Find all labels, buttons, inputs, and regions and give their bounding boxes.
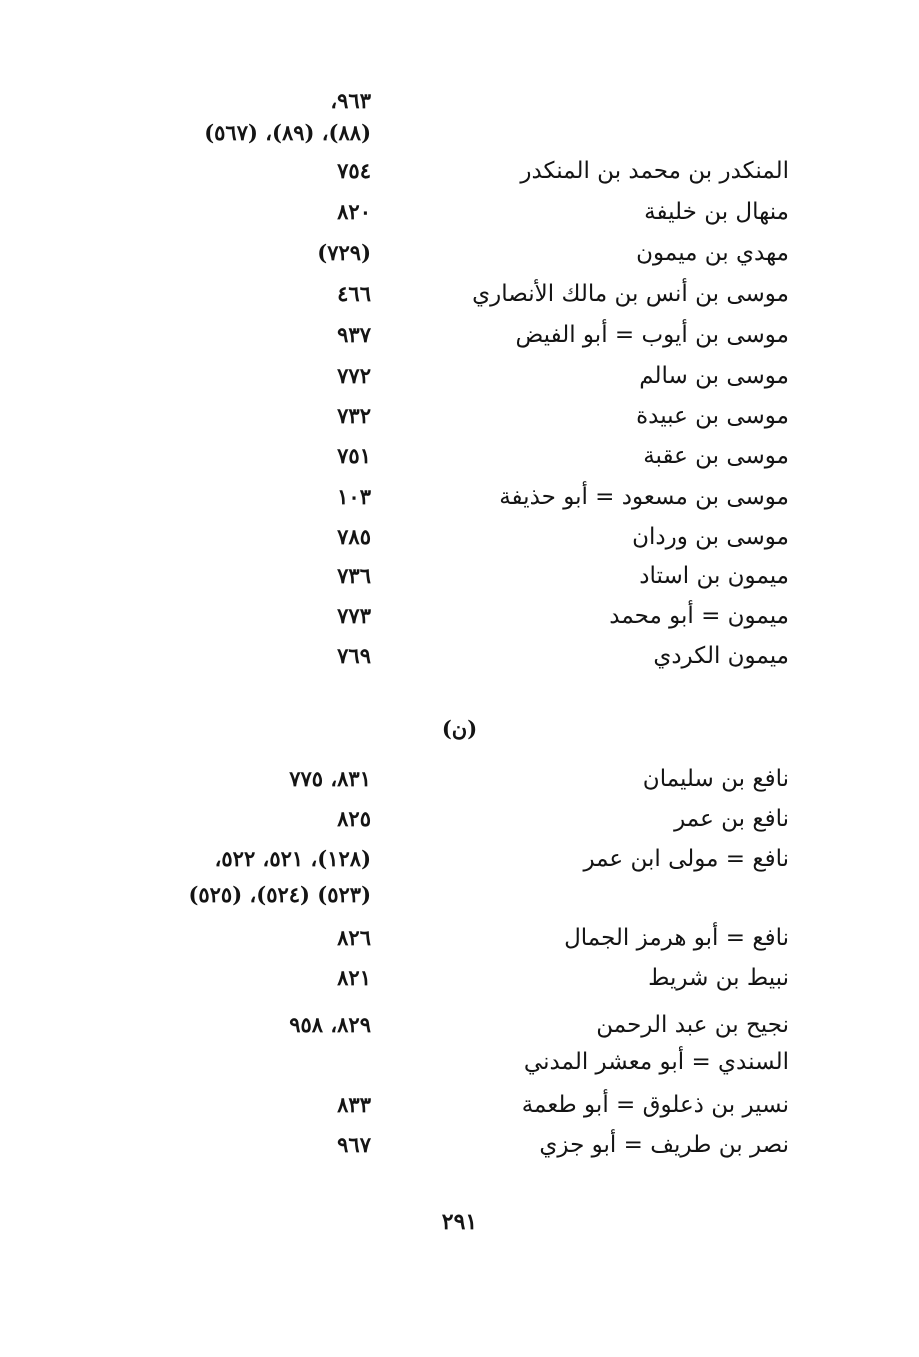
entry-refs: ٤٦٦ <box>337 281 371 306</box>
entry-refs: ٩٦٣، <box>330 88 371 113</box>
entry-name: موسى بن عبيدة <box>636 403 789 429</box>
entry-name: موسى بن عقبة <box>643 443 789 469</box>
index-entry <box>0 559 919 593</box>
index-entry <box>0 1008 919 1042</box>
entry-name: نجيح بن عبد الرحمن <box>596 1012 789 1038</box>
entry-refs: ٧٥١ <box>337 443 371 468</box>
entry-refs: ٧٣٢ <box>337 403 371 428</box>
entry-refs: ٨٢١ <box>337 965 371 990</box>
index-entry <box>0 921 919 955</box>
entry-refs: ٨٣١، ٧٧٥ <box>289 766 371 791</box>
index-entry <box>0 399 919 433</box>
index-entry <box>0 195 919 229</box>
index-entry <box>0 439 919 473</box>
entry-refs: ٧٥٤ <box>337 158 371 183</box>
entry-refs: ٨٣٣ <box>337 1092 371 1117</box>
entry-refs: ٨٢٠ <box>337 199 371 224</box>
entry-refs: ١٠٣ <box>337 484 371 509</box>
entry-name: نافع = أبو هرمز الجمال <box>564 925 789 951</box>
entry-name: نافع بن عمر <box>674 806 789 832</box>
index-entry <box>0 84 919 118</box>
entry-refs: ٧٣٦ <box>337 563 371 588</box>
index-entry <box>0 318 919 352</box>
entry-name: ميمون بن استاد <box>639 563 789 589</box>
index-entry <box>0 878 919 912</box>
entry-refs: ٧٧٣ <box>337 603 371 628</box>
entry-refs: ٨٢٥ <box>337 806 371 831</box>
entry-name: مهدي بن ميمون <box>636 240 789 266</box>
entry-name: ميمون = أبو محمد <box>609 603 789 629</box>
entry-refs: (٨٨)، (٨٩)، (٥٦٧) <box>204 120 371 145</box>
entry-refs: ٨٢٦ <box>337 925 371 950</box>
entry-refs: (٥٢٣) (٥٢٤)، (٥٢٥) <box>188 882 371 907</box>
entry-refs: ٧٦٩ <box>337 643 371 668</box>
entry-refs: (١٢٨)، ٥٢١، ٥٢٢، <box>214 846 371 871</box>
index-entry <box>0 359 919 393</box>
entry-refs: ٧٨٥ <box>337 524 371 549</box>
index-entry <box>0 842 919 876</box>
index-entry <box>0 116 919 150</box>
index-entry <box>0 1088 919 1122</box>
index-entry <box>0 762 919 796</box>
entry-refs: ٩٦٧ <box>337 1132 371 1157</box>
entry-name: السندي = أبو معشر المدني <box>523 1049 789 1075</box>
entry-refs: ٧٧٢ <box>337 363 371 388</box>
entry-name: موسى بن مسعود = أبو حذيفة <box>499 484 789 510</box>
page-number: ٢٩١ <box>441 1209 478 1235</box>
entry-name: نسير بن ذعلوق = أبو طعمة <box>521 1092 789 1118</box>
entry-name: نافع بن سليمان <box>642 766 789 792</box>
entry-refs: (٧٢٩) <box>317 240 371 265</box>
entry-name: نصر بن طريف = أبو جزي <box>539 1132 789 1158</box>
index-entry <box>0 236 919 270</box>
index-entry <box>0 639 919 673</box>
entry-name: نبيط بن شريط <box>648 965 789 991</box>
index-entry <box>0 154 919 188</box>
index-entry <box>0 1045 919 1079</box>
index-entry <box>0 520 919 554</box>
entry-name: موسى بن أيوب = أبو الفيض <box>515 322 789 348</box>
section-letter-heading: (ن) <box>441 716 478 741</box>
index-entry <box>0 961 919 995</box>
entry-refs: ٨٢٩، ٩٥٨ <box>289 1012 371 1037</box>
entry-name: موسى بن سالم <box>639 363 789 389</box>
index-entry <box>0 480 919 514</box>
entry-name: موسى بن أنس بن مالك الأنصاري <box>472 281 789 307</box>
entry-name: موسى بن وردان <box>632 524 789 550</box>
entry-name: المنكدر بن محمد بن المنكدر <box>520 158 789 184</box>
entry-refs: ٩٣٧ <box>337 322 371 347</box>
index-entry <box>0 1128 919 1162</box>
entry-name: ميمون الكردي <box>653 643 789 669</box>
index-entry <box>0 599 919 633</box>
entry-name: نافع = مولى ابن عمر <box>583 846 789 872</box>
index-entry <box>0 802 919 836</box>
index-entry <box>0 277 919 311</box>
entry-name: منهال بن خليفة <box>644 199 789 225</box>
